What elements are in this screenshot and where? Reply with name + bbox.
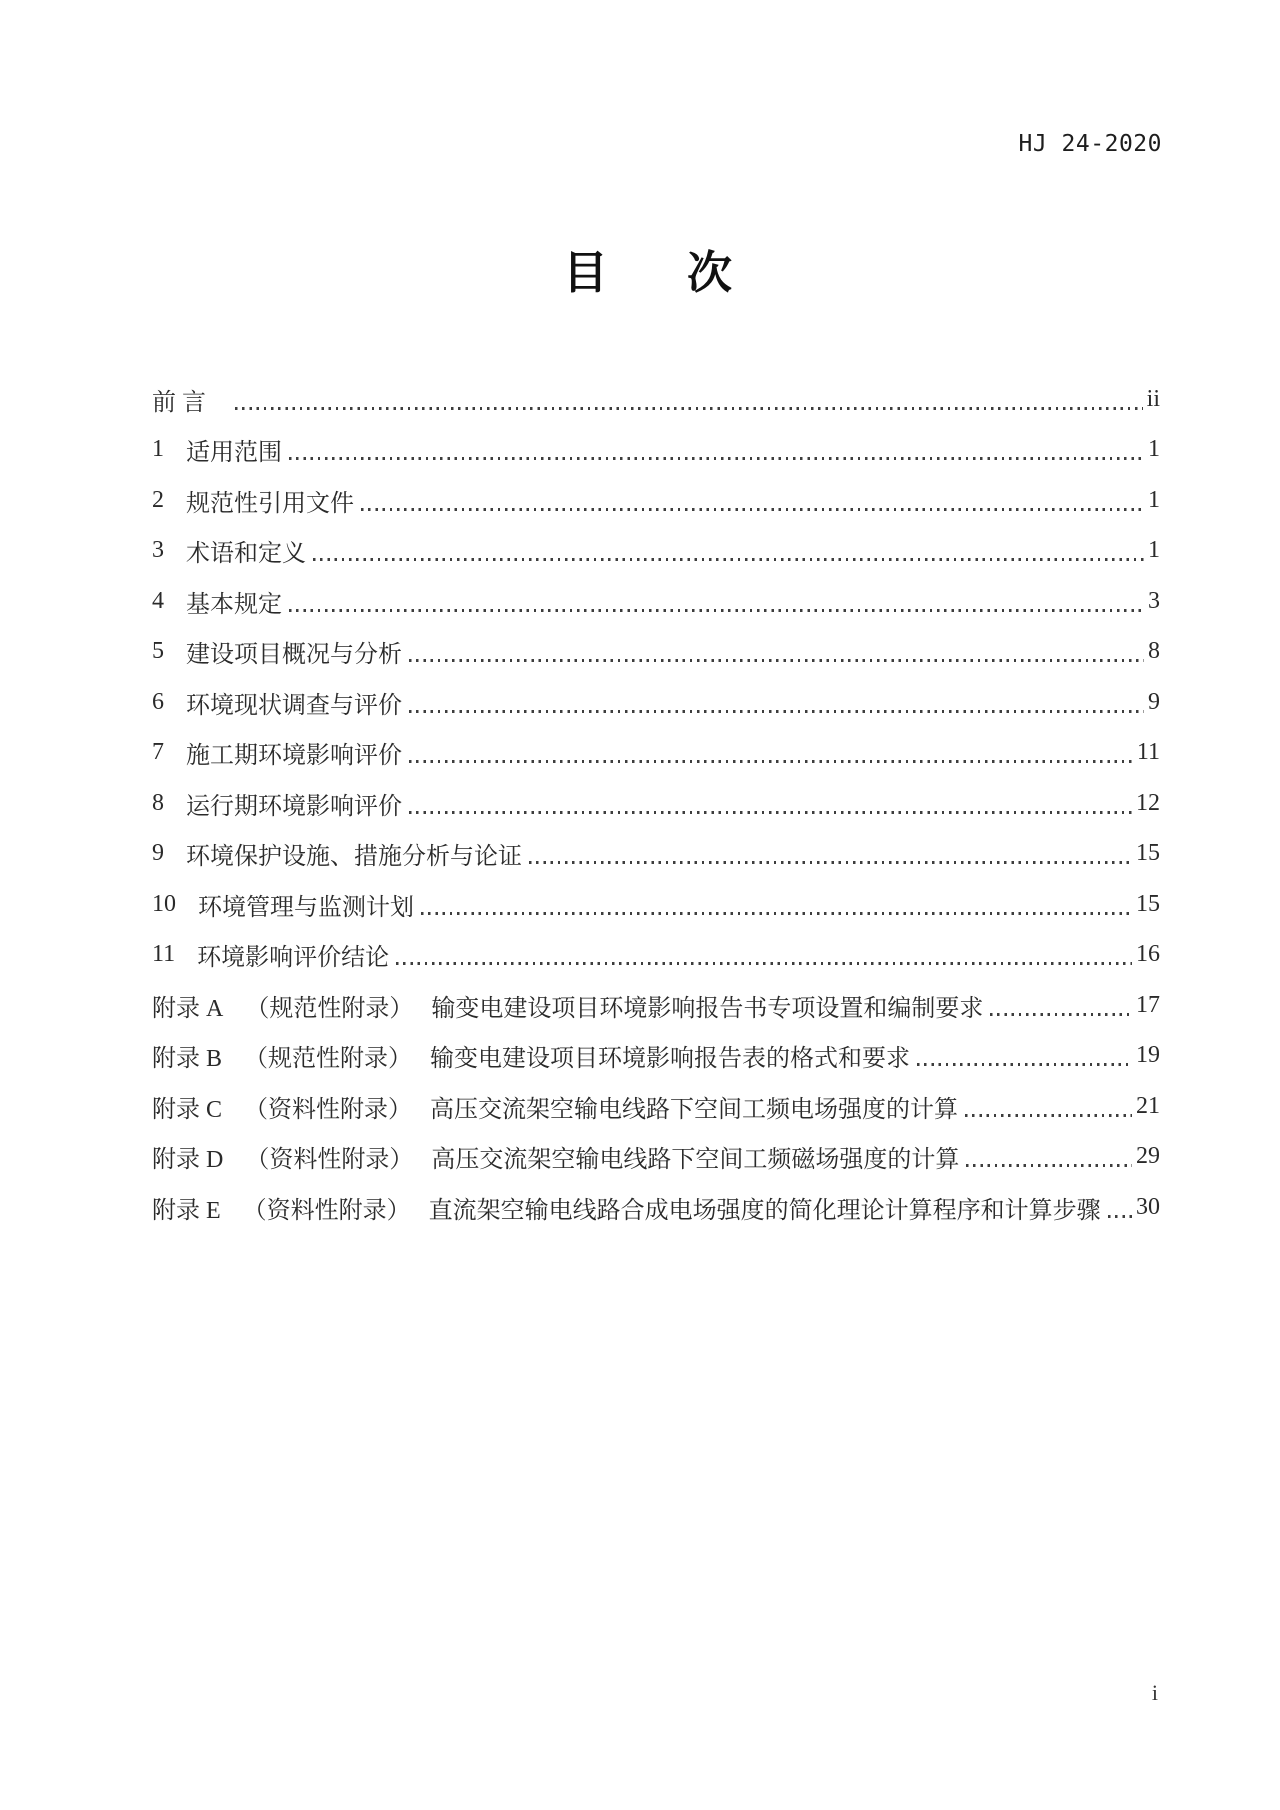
toc-entry-number: 1	[152, 436, 164, 463]
toc-entry-page-number: 11	[1136, 739, 1160, 766]
toc-entry-title: 规范性引用文件	[186, 490, 354, 517]
toc-entry-title: 直流架空输电线路合成电场强度的简化理论计算程序和计算步骤	[428, 1197, 1101, 1224]
toc-entry-page-number: 8	[1148, 638, 1160, 665]
dotted-leader	[409, 659, 1144, 662]
toc-entry-annex-a	[152, 980, 1160, 1031]
dotted-leader	[313, 558, 1144, 561]
toc-entry-title: 建设项目概况与分析	[186, 642, 402, 669]
dotted-leader	[361, 508, 1144, 511]
toc-entry-title: 输变电建设项目环境影响报告表的格式和要求	[430, 1046, 911, 1073]
toc-entry-annex-type: （资料性附录）	[244, 1096, 413, 1123]
dotted-leader	[289, 609, 1144, 612]
toc-entry-title: 适用范围	[186, 440, 282, 467]
dotted-leader	[1108, 1215, 1132, 1218]
toc-entry-number: 8	[152, 789, 164, 816]
toc-entry-number: 附录 B	[152, 1046, 223, 1073]
toc-entry-title: 高压交流架空输电线路下空间工频电场强度的计算	[430, 1096, 959, 1123]
toc-entry-6	[152, 677, 1160, 728]
toc-entry-page-number: 3	[1148, 587, 1160, 614]
toc-entry-3	[152, 526, 1160, 577]
toc-entry-number: 9	[152, 840, 164, 867]
toc-entry-1	[152, 425, 1160, 476]
toc-entry-annex-type: （规范性附录）	[245, 995, 414, 1022]
dotted-leader	[965, 1114, 1132, 1117]
toc-entry-title: 环境管理与监测计划	[198, 894, 414, 921]
toc-entry-title: 基本规定	[186, 591, 282, 618]
toc-entry-annex-type: （资料性附录）	[245, 1147, 414, 1174]
table-of-contents	[152, 374, 1160, 1233]
toc-entry-11	[152, 930, 1160, 981]
toc-entry-number: 6	[152, 688, 164, 715]
toc-entry-8	[152, 778, 1160, 829]
toc-entry-annex-type: （资料性附录）	[242, 1197, 411, 1224]
toc-entry-title: 环境现状调查与评价	[186, 692, 402, 719]
toc-entry-title: 输变电建设项目环境影响报告书专项设置和编制要求	[431, 995, 984, 1022]
toc-entry-number: 10	[152, 890, 176, 917]
toc-entry-number: 3	[152, 537, 164, 564]
toc-entry-page-number: 30	[1136, 1193, 1160, 1220]
toc-entry-title: 环境影响评价结论	[197, 945, 390, 972]
dotted-leader	[409, 710, 1144, 713]
toc-entry-page-number: 1	[1148, 436, 1160, 463]
toc-entry-number: 附录 D	[152, 1147, 224, 1174]
dotted-leader	[917, 1063, 1132, 1066]
dotted-leader	[990, 1013, 1132, 1016]
toc-entry-5	[152, 627, 1160, 678]
toc-entry-title: 运行期环境影响评价	[186, 793, 402, 820]
toc-entry-page-number: 1	[1148, 486, 1160, 513]
toc-entry-page-number: 15	[1136, 840, 1160, 867]
toc-entry-number: 2	[152, 486, 164, 513]
page-title: 目 次	[562, 246, 750, 299]
toc-entry-foreword	[152, 374, 1160, 425]
toc-entry-7	[152, 728, 1160, 779]
toc-entry-number: 4	[152, 587, 164, 614]
dotted-leader	[289, 457, 1144, 460]
dotted-leader	[421, 912, 1132, 915]
toc-entry-title: 高压交流架空输电线路下空间工频磁场强度的计算	[431, 1147, 960, 1174]
standard-code-header: HJ 24-2020	[1018, 131, 1162, 157]
toc-entry-9	[152, 829, 1160, 880]
toc-entry-page-number: 15	[1136, 890, 1160, 917]
toc-entry-number: 附录 E	[152, 1197, 221, 1224]
toc-entry-annex-e	[152, 1182, 1160, 1233]
toc-entry-page-number: ii	[1146, 385, 1160, 412]
dotted-leader	[966, 1164, 1132, 1167]
toc-entry-page-number: 9	[1148, 688, 1160, 715]
toc-entry-number: 前 言	[152, 389, 206, 416]
toc-entry-page-number: 16	[1136, 941, 1160, 968]
dotted-leader	[409, 811, 1132, 814]
dotted-leader	[409, 760, 1133, 763]
dotted-leader	[235, 407, 1143, 410]
toc-entry-annex-type: （规范性附录）	[244, 1046, 413, 1073]
toc-entry-page-number: 29	[1136, 1143, 1160, 1170]
dotted-leader	[529, 861, 1132, 864]
toc-entry-page-number: 17	[1136, 991, 1160, 1018]
toc-entry-number: 附录 C	[152, 1096, 223, 1123]
footer-page-number: i	[1151, 1680, 1158, 1705]
toc-entry-number: 7	[152, 739, 164, 766]
toc-entry-page-number: 19	[1136, 1042, 1160, 1069]
toc-entry-4	[152, 576, 1160, 627]
toc-entry-page-number: 1	[1148, 537, 1160, 564]
toc-entry-title: 术语和定义	[186, 541, 306, 568]
toc-entry-annex-d	[152, 1132, 1160, 1183]
toc-entry-number: 5	[152, 638, 164, 665]
dotted-leader	[396, 962, 1132, 965]
toc-entry-title: 环境保护设施、措施分析与论证	[186, 844, 522, 871]
toc-entry-title: 施工期环境影响评价	[186, 743, 402, 770]
toc-entry-page-number: 12	[1136, 789, 1160, 816]
toc-entry-number: 附录 A	[152, 995, 224, 1022]
toc-entry-annex-c	[152, 1081, 1160, 1132]
toc-entry-number: 11	[152, 941, 176, 968]
toc-entry-10	[152, 879, 1160, 930]
toc-entry-2	[152, 475, 1160, 526]
toc-entry-page-number: 21	[1136, 1092, 1160, 1119]
toc-entry-annex-b	[152, 1031, 1160, 1082]
